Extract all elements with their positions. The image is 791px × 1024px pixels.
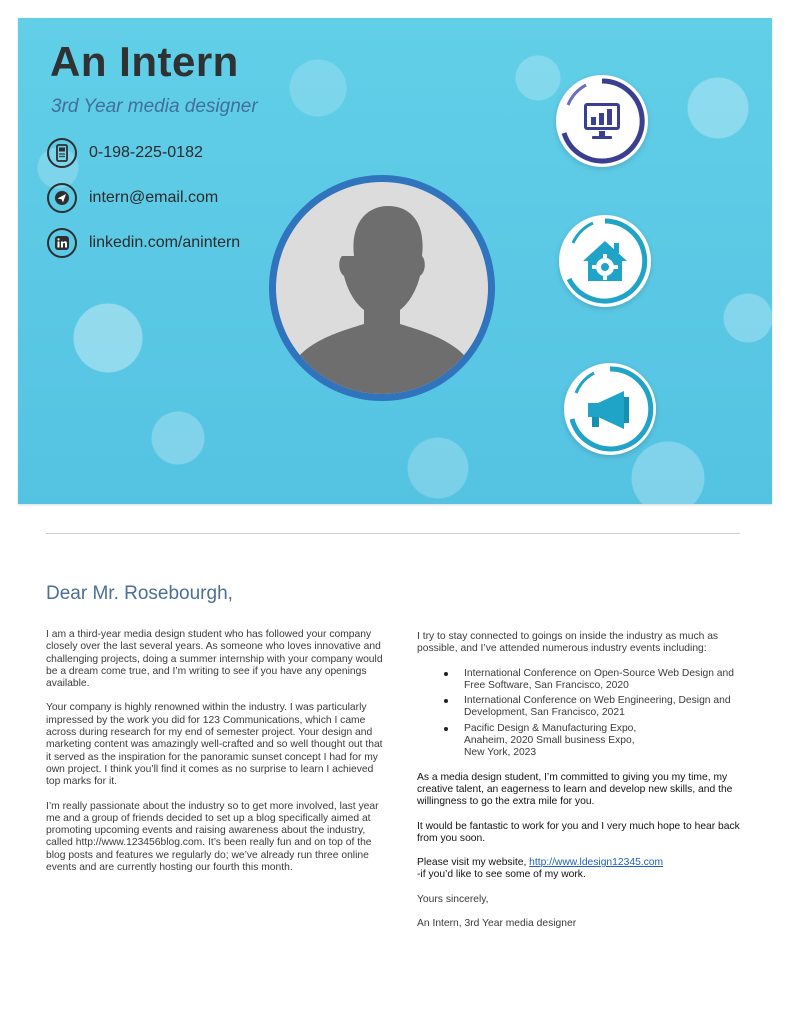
paragraph-commitment: As a media design student, I’m committed to giving you my time, my creative talent, an eagerness to learn and develop new skills, and the willingness to go the extra mile for you. <box>417 771 733 808</box>
home-settings-icon <box>559 215 651 307</box>
letter-right-column <box>417 631 753 942</box>
list-item: International Conference on Open-Source Web Design and Free Software, San Francisco, 2020 <box>464 668 753 693</box>
presentation-chart-icon <box>556 75 648 167</box>
events-list <box>417 668 753 760</box>
profile-photo-frame <box>269 175 495 401</box>
contact-phone-text: 0-198-225-0182 <box>89 144 203 161</box>
profile-photo-placeholder <box>276 182 488 394</box>
contact-linkedin <box>47 228 240 258</box>
phone-icon <box>47 138 77 168</box>
paragraph-company: Your company is highly renowned within the industry. I was particularly impressed by the work you did for 123 Communications, which I came across during research for my end of semester project. Your design and marketing content was amazingly well-crafted and so well thought out that it served as the inspiration for the panoramic sunset concept I had for my own project. I think you’ll find it comes as no surprise to learn I achieved top marks for it. <box>46 702 383 788</box>
person-silhouette-icon <box>276 182 488 394</box>
header-banner <box>18 18 772 504</box>
website-prefix: Please visit my website, <box>417 857 530 869</box>
section-divider <box>46 533 740 534</box>
contact-phone <box>47 138 203 168</box>
linkedin-icon <box>47 228 77 258</box>
salutation: Dear Mr. Rosebourgh, <box>46 583 233 604</box>
website-link[interactable]: http://www.ldesign12345.com <box>529 857 664 869</box>
badge-presentation <box>556 75 648 167</box>
contact-linkedin-text[interactable]: linkedin.com/anintern <box>89 234 241 251</box>
website-suffix: -if you’d like to see some of my work. <box>417 869 586 881</box>
badge-home-settings <box>559 215 651 307</box>
paragraph-events-intro: I try to stay connected to goings on inside the industry as much as possible, and I’ve attended numerous industry events including: <box>417 631 719 655</box>
paragraph-website <box>417 857 753 882</box>
contact-email-text[interactable]: intern@email.com <box>89 189 219 206</box>
applicant-role: 3rd Year media designer <box>51 96 258 117</box>
megaphone-icon <box>564 363 656 455</box>
applicant-name: An Intern <box>50 38 239 85</box>
paragraph-intro: I am a third-year media design student who has followed your company closely over the last several years. As someone who loves innovative and challenging projects, doing a summer internship with your company would be a dream come true, and I’m writing to see if you have any openings available. <box>46 629 383 690</box>
list-item: Pacific Design & Manufacturing Expo, Anaheim, 2020 Small business Expo, New York, 2023 <box>464 723 753 760</box>
letter-left-column <box>46 629 384 886</box>
closing: Yours sincerely, <box>417 893 489 905</box>
signature: An Intern, 3rd Year media designer <box>417 918 577 930</box>
paragraph-hope: It would be fantastic to work for you and I very much hope to hear back from you soon. <box>417 820 740 844</box>
badge-megaphone <box>564 363 656 455</box>
paragraph-blog: I’m really passionate about the industry so to get more involved, last year me and a group of friends decided to set up a blog specifically aimed at promoting upcoming events and raising awareness about the industry, called http://www.123456blog.com. It’s been really fun and on top of the blog posts and features we regularly do; we’ve already run three online events and are currently hosting our fourth this month. <box>46 800 379 874</box>
list-item: International Conference on Web Engineering, Design and Development, San Francisco, 2021 <box>464 695 753 720</box>
send-icon <box>47 183 77 213</box>
contact-email <box>47 183 218 213</box>
